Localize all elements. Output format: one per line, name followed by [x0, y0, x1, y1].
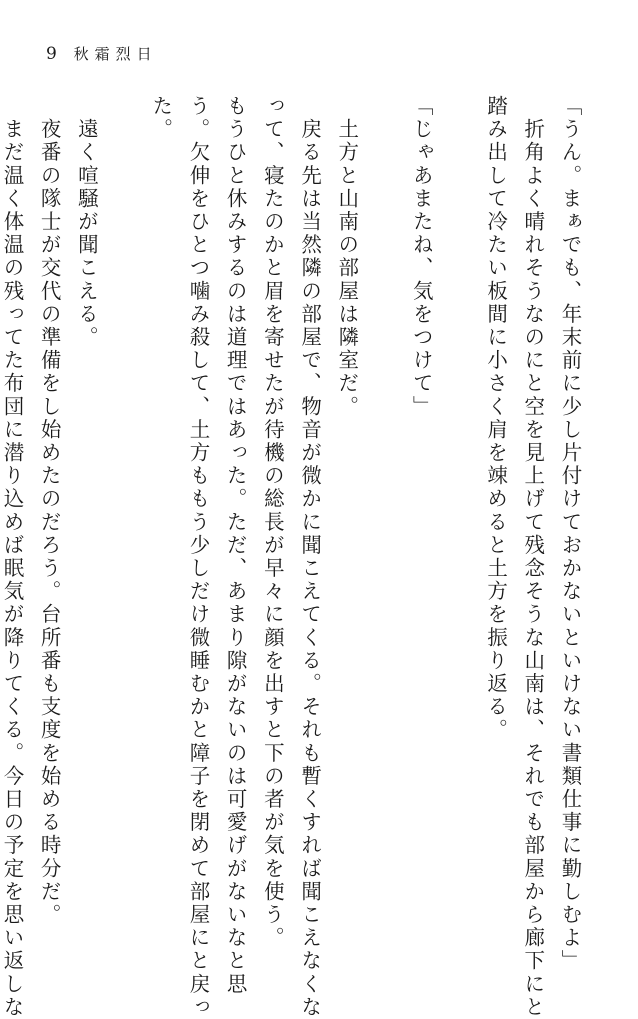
- text-line: まだ温く体温の残ってた布団に潜り込めば眠気が降りてくる。今日の予定を思い返しな: [0, 95, 24, 1019]
- text-line: 「うん。まぁでも、年末前に少し片付けておかないといけない書類仕事に勤しむよ」: [558, 95, 582, 973]
- blank-line: [365, 95, 402, 116]
- chapter-title: 秋霜烈日: [73, 45, 158, 63]
- text-line: もうひと休みするのは道理ではあった。ただ、あまり隙がないのは可愛げがないなと思: [223, 95, 248, 996]
- blank-line: [104, 95, 141, 116]
- text-line: う。欠伸をひとつ噛み殺して、土方ももう少しだけ微睡むかと障子を閉めて部屋にと戻っ: [185, 95, 210, 1019]
- text-line: 「じゃあまたね、気をつけて」: [409, 95, 434, 419]
- text-line: 土方と山南の部屋は隣室だ。: [334, 95, 359, 419]
- text-line: 遠く喧騒が聞こえる。: [74, 95, 99, 350]
- text-line: 戻る先は当然隣の部屋で、物音が微かに聞こえてくる。それも暫くすれば聞こえなくな: [297, 95, 322, 1019]
- running-header: [46, 44, 158, 64]
- text-line: た。: [148, 95, 173, 142]
- text-line: 折角よく晴れそうなのにと空を見上げて残念そうな山南は、それでも部屋から廊下にと: [520, 95, 545, 1019]
- vertical-text-body: [0, 95, 588, 1019]
- text-line: 踏み出して冷たい板間に小さく肩を竦めると土方を振り返る。: [483, 95, 508, 742]
- text-line: 夜番の隊士が交代の準備をし始めたのだろう。台所番も支度を始める時分だ。: [37, 95, 62, 927]
- text-line: って、寝たのかと眉を寄せたが待機の総長が早々に顔を出すと下の者が気を使う。: [260, 95, 285, 950]
- blank-line: [439, 95, 476, 116]
- page-number: 9: [46, 44, 57, 64]
